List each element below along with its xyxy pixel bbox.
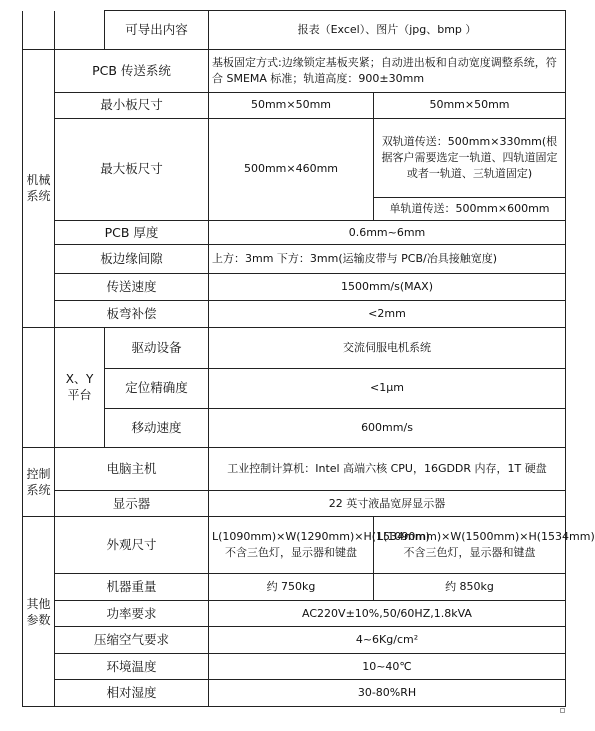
warp-value: <2mm xyxy=(209,301,566,327)
pc-label: 电脑主机 xyxy=(55,448,209,491)
pcb-thickness-label: PCB 厚度 xyxy=(55,220,209,244)
blank-sub-cell xyxy=(55,11,105,50)
row-move-speed xyxy=(23,409,566,448)
row-export xyxy=(23,11,566,50)
pcb-transfer-value: 基板固定方式:边缘锁定基板夹紧；自动进出板和自动宽度调整系统，符合 SMEMA 标准；轨道高度：900±30mm xyxy=(209,49,566,92)
min-board-value-b: 50mm×50mm xyxy=(374,92,566,118)
temp-label: 环境温度 xyxy=(55,653,209,679)
display-value: 22 英寸液晶宽屏显示器 xyxy=(209,490,566,516)
humidity-value: 30-80%RH xyxy=(209,680,566,707)
max-board-value-a: 500mm×460mm xyxy=(209,119,374,221)
humidity-label: 相对湿度 xyxy=(55,680,209,707)
pcb-thickness-value: 0.6mm~6mm xyxy=(209,220,566,244)
category-mechanical: 机械系统 xyxy=(23,49,55,327)
move-speed-label: 移动速度 xyxy=(105,409,209,448)
speed-label: 传送速度 xyxy=(55,273,209,301)
row-display xyxy=(23,490,566,516)
weight-label: 机器重量 xyxy=(55,574,209,600)
power-value: AC220V±10%,50/60HZ,1.8kVA xyxy=(209,600,566,626)
display-label: 显示器 xyxy=(55,490,209,516)
row-drive xyxy=(23,327,566,368)
edge-gap-label: 板边缘间隙 xyxy=(55,245,209,274)
temp-value: 10~40℃ xyxy=(209,653,566,679)
speed-value: 1500mm/s(MAX) xyxy=(209,273,566,301)
max-board-value-single: 单轨道传送：500mm×600mm xyxy=(374,198,566,220)
accuracy-label: 定位精确度 xyxy=(105,368,209,409)
row-pcb-thickness xyxy=(23,220,566,244)
row-power xyxy=(23,600,566,626)
table-resize-handle[interactable] xyxy=(560,708,565,713)
drive-label: 驱动设备 xyxy=(105,327,209,368)
row-min-board xyxy=(23,92,566,118)
air-label: 压缩空气要求 xyxy=(55,627,209,653)
weight-value-b: 约 850kg xyxy=(374,574,566,600)
row-dimension xyxy=(23,517,566,574)
pc-value: 工业控制计算机：Intel 高端六核 CPU，16GDDR 内存，1T 硬盘 xyxy=(209,448,566,491)
row-warp xyxy=(23,301,566,327)
dimension-label: 外观尺寸 xyxy=(55,517,209,574)
min-board-label: 最小板尺寸 xyxy=(55,92,209,118)
pcb-transfer-label: PCB 传送系统 xyxy=(55,49,209,92)
category-xy-platform: X、Y 平台 xyxy=(55,327,105,447)
category-control: 控制系统 xyxy=(23,448,55,517)
max-board-label: 最大板尺寸 xyxy=(55,119,209,221)
dimension-value-a: L(1090mm)×W(1290mm)×H(1534mm)不含三色灯，显示器和键盘 xyxy=(209,517,374,574)
row-pc xyxy=(23,448,566,491)
category-other: 其他参数 xyxy=(23,517,55,707)
row-speed xyxy=(23,273,566,301)
weight-value-a: 约 750kg xyxy=(209,574,374,600)
move-speed-value: 600mm/s xyxy=(209,409,566,448)
warp-label: 板弯补偿 xyxy=(55,301,209,327)
blank-mech-cont xyxy=(23,327,55,447)
blank-category-cell xyxy=(23,11,55,50)
export-label: 可导出内容 xyxy=(105,11,209,50)
air-value: 4~6Kg/cm² xyxy=(209,627,566,653)
spec-table xyxy=(22,10,595,707)
min-board-value-a: 50mm×50mm xyxy=(209,92,374,118)
row-air xyxy=(23,627,566,653)
row-edge-gap xyxy=(23,245,566,274)
export-value: 报表（Excel）、图片（jpg、bmp ） xyxy=(209,11,566,50)
row-pcb-transfer xyxy=(23,49,566,92)
max-board-value-dual: 双轨道传送：500mm×330mm(根据客户需要选定一轨道、四轨道固定或者一轨道、三轨道固定) xyxy=(374,119,566,198)
row-humidity xyxy=(23,680,566,707)
power-label: 功率要求 xyxy=(55,600,209,626)
drive-value: 交流伺服电机系统 xyxy=(209,327,566,368)
accuracy-value: <1μm xyxy=(209,368,566,409)
row-temp xyxy=(23,653,566,679)
row-weight xyxy=(23,574,566,600)
row-accuracy xyxy=(23,368,566,409)
row-max-board xyxy=(23,119,566,198)
edge-gap-value: 上方：3mm 下方：3mm(运输皮带与 PCB/冶具接触宽度) xyxy=(209,245,566,274)
dimension-value-b: L(1090mm)×W(1500mm)×H(1534mm)不含三色灯，显示器和键盘 xyxy=(374,517,566,574)
